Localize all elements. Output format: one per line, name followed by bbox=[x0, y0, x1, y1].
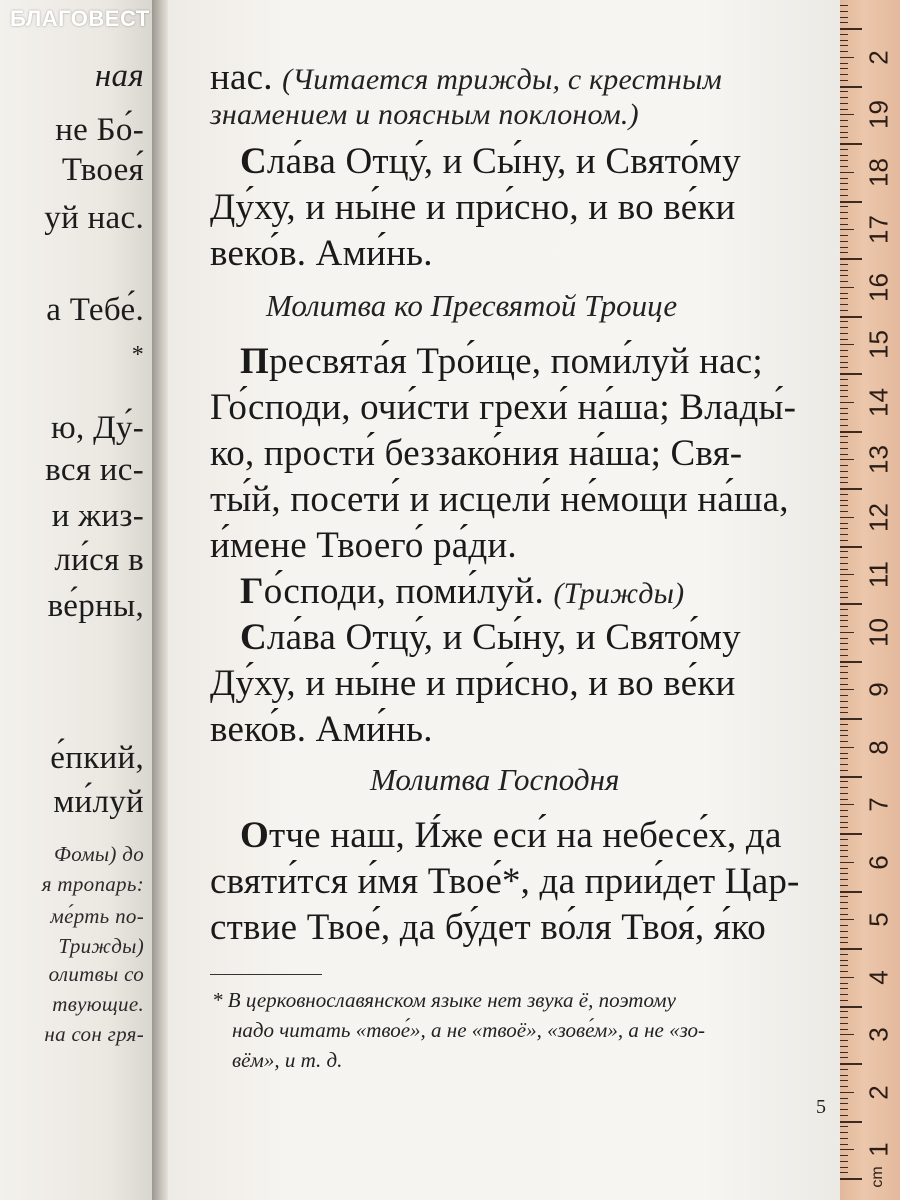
left-page-line: Фомы) до bbox=[54, 842, 144, 866]
left-page-line: а Тебе́. bbox=[46, 292, 144, 328]
ruler-tick bbox=[840, 1144, 848, 1145]
ruler-tick bbox=[840, 643, 848, 644]
left-page-line: уй нас. bbox=[44, 200, 144, 236]
ruler-tick bbox=[840, 603, 862, 605]
section-heading: Молитва Господня bbox=[370, 762, 620, 797]
ruler-tick bbox=[840, 1138, 848, 1139]
ruler-tick bbox=[840, 367, 848, 368]
ruler-tick bbox=[840, 321, 848, 322]
left-page-line: твующие. bbox=[52, 992, 144, 1016]
ruler-tick bbox=[840, 1086, 848, 1087]
ruler-tick bbox=[840, 965, 848, 966]
text-line: Ду́ху, и ны́не и при́сно, и во ве́ки bbox=[210, 663, 736, 704]
verse-text: нас. bbox=[210, 57, 273, 98]
ruler-tick bbox=[840, 22, 848, 23]
ruler-cm-label: 1 bbox=[863, 1142, 894, 1158]
text-line: Отче наш, И́же еси́ на небесе́х, да bbox=[240, 815, 782, 856]
ruler-tick bbox=[840, 252, 848, 253]
ruler-tick bbox=[840, 810, 848, 811]
ruler-tick bbox=[840, 896, 848, 897]
ruler-tick bbox=[840, 891, 862, 893]
ruler-tick bbox=[840, 1121, 862, 1123]
ruler-tick bbox=[840, 1046, 848, 1047]
ruler-tick bbox=[840, 206, 848, 207]
ruler-tick bbox=[840, 960, 848, 961]
ruler-tick bbox=[840, 40, 848, 41]
left-page-line: * bbox=[131, 342, 144, 368]
ruler-tick bbox=[840, 212, 848, 213]
ruler-tick bbox=[840, 638, 848, 639]
left-page-line: олитвы со bbox=[48, 962, 144, 986]
section-heading: Молитва ко Пресвятой Троице bbox=[266, 288, 678, 323]
ruler-tick bbox=[840, 114, 854, 115]
drop-cap: С bbox=[240, 617, 267, 658]
ruler-tick bbox=[840, 712, 848, 713]
ruler-tick bbox=[840, 781, 848, 782]
ruler-tick bbox=[840, 1161, 848, 1162]
ruler-tick bbox=[840, 408, 848, 409]
text-line: веко́в. Ами́нь. bbox=[210, 233, 433, 274]
previous-page bbox=[0, 0, 152, 1200]
text-line: Сла́ва Отцу́, и Сы́ну, и Свято́му bbox=[240, 617, 741, 658]
ruler-cm-label: 5 bbox=[863, 912, 894, 928]
ruler-cm-label: 14 bbox=[863, 387, 894, 417]
ruler-tick bbox=[840, 741, 848, 742]
left-page-line: Трижды) bbox=[58, 934, 144, 958]
ruler-tick bbox=[840, 597, 848, 598]
ruler-tick bbox=[840, 5, 848, 6]
ruler-cm-label: 9 bbox=[863, 682, 894, 698]
ruler-tick bbox=[840, 1069, 848, 1070]
ruler-tick bbox=[840, 17, 848, 18]
ruler-tick bbox=[840, 103, 848, 104]
ruler-tick bbox=[840, 488, 862, 490]
ruler-tick bbox=[840, 97, 848, 98]
ruler-tick bbox=[840, 356, 848, 357]
ruler-tick bbox=[840, 218, 848, 219]
ruler-tick bbox=[840, 482, 848, 483]
ruler-tick bbox=[840, 948, 862, 950]
left-page-line: ме́рть по- bbox=[50, 904, 144, 928]
ruler-tick bbox=[840, 707, 848, 708]
rubric: (Трижды) bbox=[553, 577, 685, 610]
ruler-tick bbox=[840, 74, 848, 75]
ruler-tick bbox=[840, 574, 854, 575]
ruler-tick bbox=[840, 494, 848, 495]
ruler-tick bbox=[840, 425, 848, 426]
ruler-tick bbox=[840, 1103, 848, 1104]
ruler-tick bbox=[840, 534, 848, 535]
ruler-tick bbox=[840, 787, 848, 788]
ruler-tick bbox=[840, 655, 848, 656]
ruler-tick bbox=[840, 977, 854, 978]
ruler-tick bbox=[840, 592, 848, 593]
ruler-tick bbox=[840, 856, 848, 857]
ruler-tick bbox=[840, 615, 848, 616]
ruler-tick bbox=[840, 730, 848, 731]
footnote-line: * В церковнославянском языке нет звука ё, поэтому bbox=[212, 988, 676, 1012]
ruler-tick bbox=[840, 183, 848, 184]
ruler-unit-label: cm bbox=[869, 1166, 886, 1188]
ruler-tick bbox=[840, 149, 848, 150]
ruler-tick bbox=[840, 689, 854, 690]
ruler-cm-label: 13 bbox=[863, 445, 894, 475]
ruler-tick bbox=[840, 385, 848, 386]
ruler-tick bbox=[840, 885, 848, 886]
ruler-tick bbox=[840, 201, 862, 203]
left-page-line: ве́рны, bbox=[47, 588, 144, 624]
ruler-tick bbox=[840, 546, 862, 548]
ruler-tick bbox=[840, 195, 848, 196]
ruler-tick bbox=[840, 224, 848, 225]
ruler-tick bbox=[840, 724, 848, 725]
ruler-tick bbox=[840, 270, 848, 271]
ruler-tick bbox=[840, 868, 848, 869]
ruler-tick bbox=[840, 11, 848, 12]
ruler-tick bbox=[840, 390, 848, 391]
ruler-tick bbox=[840, 735, 848, 736]
ruler-tick bbox=[840, 304, 848, 305]
ruler-tick bbox=[840, 1052, 848, 1053]
ruler-tick bbox=[840, 649, 848, 650]
text-line: Го́споди, очи́сти грехи́ на́ша; Влады́- bbox=[210, 387, 797, 428]
drop-cap: С bbox=[240, 141, 267, 182]
ruler-cm-label: 3 bbox=[863, 1027, 894, 1043]
ruler-tick bbox=[840, 362, 848, 363]
ruler-tick bbox=[840, 34, 848, 35]
ruler-tick bbox=[840, 971, 848, 972]
ruler-tick bbox=[840, 994, 848, 995]
ruler-tick bbox=[840, 770, 848, 771]
left-page-line: ю, Ду́- bbox=[51, 410, 144, 446]
ruler-tick bbox=[840, 310, 848, 311]
ruler-tick bbox=[840, 908, 848, 909]
ruler-tick bbox=[840, 143, 862, 145]
ruler-tick bbox=[840, 120, 848, 121]
ruler-tick bbox=[840, 804, 854, 805]
left-page-line: ная bbox=[94, 58, 144, 94]
ruler-tick bbox=[840, 235, 848, 236]
ruler-tick bbox=[840, 172, 854, 173]
drop-cap: П bbox=[240, 341, 269, 382]
ruler-tick bbox=[840, 1011, 848, 1012]
ruler-tick bbox=[840, 1017, 848, 1018]
ruler-tick bbox=[840, 419, 848, 420]
ruler-tick bbox=[840, 747, 854, 748]
ruler-cm-label: 17 bbox=[863, 215, 894, 245]
text-line: ствие Твое́, да бу́дет во́ля Твоя́, я́ко bbox=[210, 907, 767, 948]
ruler-tick bbox=[840, 293, 848, 294]
ruler-cm-label: 18 bbox=[863, 157, 894, 187]
ruler-tick bbox=[840, 178, 848, 179]
ruler-tick bbox=[840, 845, 848, 846]
ruler-tick bbox=[840, 454, 848, 455]
ruler-tick bbox=[840, 1115, 848, 1116]
ruler-tick bbox=[840, 523, 848, 524]
ruler-tick bbox=[840, 339, 848, 340]
ruler-tick bbox=[840, 316, 862, 318]
ruler-tick bbox=[840, 1149, 854, 1150]
ruler-tick bbox=[840, 942, 848, 943]
ruler-tick bbox=[840, 166, 848, 167]
ruler-tick bbox=[840, 873, 848, 874]
ruler-tick bbox=[840, 1155, 848, 1156]
ruler-cm-label: 4 bbox=[863, 970, 894, 985]
ruler-tick bbox=[840, 609, 848, 610]
ruler-tick bbox=[840, 954, 848, 955]
ruler-tick bbox=[840, 902, 848, 903]
ruler-tick bbox=[840, 379, 848, 380]
ruler-tick bbox=[840, 632, 854, 633]
ruler-tick bbox=[840, 28, 862, 30]
ruler-tick bbox=[840, 68, 848, 69]
left-page-line: не Бо́- bbox=[55, 112, 144, 148]
text-line: ты́й, посети́ и исцели́ не́мощи на́ша, bbox=[210, 479, 789, 520]
ruler-tick bbox=[840, 983, 848, 984]
ruler-tick bbox=[840, 862, 854, 863]
ruler-cm-label: 11 bbox=[863, 561, 894, 589]
ruler-tick bbox=[840, 505, 848, 506]
ruler-cm-label: 16 bbox=[863, 272, 894, 302]
ruler-cm-label: 10 bbox=[863, 617, 894, 647]
ruler-tick bbox=[840, 1172, 848, 1173]
ruler-tick bbox=[840, 793, 848, 794]
ruler-tick bbox=[840, 1063, 862, 1065]
ruler-tick bbox=[840, 701, 848, 702]
ruler-tick bbox=[840, 1167, 848, 1168]
ruler-cm-label: 2 bbox=[863, 1085, 894, 1100]
ruler-tick bbox=[840, 132, 848, 133]
ruler-tick bbox=[840, 753, 848, 754]
ruler-tick bbox=[840, 850, 848, 851]
ruler-tick bbox=[840, 931, 848, 932]
ruler-tick bbox=[840, 799, 848, 800]
ruler-tick bbox=[840, 1023, 848, 1024]
ruler-tick bbox=[840, 586, 848, 587]
ruler-tick bbox=[840, 517, 854, 518]
ruler-tick bbox=[840, 551, 848, 552]
ruler-tick bbox=[840, 528, 848, 529]
ruler-tick bbox=[840, 63, 848, 64]
ruler-tick bbox=[840, 1080, 848, 1081]
ruler-tick bbox=[840, 465, 848, 466]
ruler-tick bbox=[840, 229, 854, 230]
ruler-tick bbox=[840, 914, 848, 915]
ruler-cm-label: 12 bbox=[863, 502, 894, 532]
ruler-tick bbox=[840, 126, 848, 127]
ruler-tick bbox=[840, 919, 854, 920]
rubric: (Читается трижды, с крестным bbox=[282, 63, 722, 96]
ruler-cm-label: 8 bbox=[863, 740, 894, 755]
ruler-tick bbox=[840, 626, 848, 627]
ruler-tick bbox=[840, 776, 862, 778]
ruler-tick bbox=[840, 580, 848, 581]
drop-cap: О bbox=[240, 815, 269, 856]
ruler-tick bbox=[840, 45, 848, 46]
ruler-tick bbox=[840, 264, 848, 265]
ruler-tick bbox=[840, 540, 848, 541]
rubric: знамением и поясным поклоном.) bbox=[210, 98, 639, 131]
ruler-tick bbox=[840, 695, 848, 696]
ruler-tick bbox=[840, 1109, 848, 1110]
watermark-logo: БЛАГОВЕСТ bbox=[10, 6, 150, 31]
ruler-tick bbox=[840, 442, 848, 443]
ruler-tick bbox=[840, 1178, 862, 1180]
text-line: веко́в. Ами́нь. bbox=[210, 709, 433, 750]
ruler-tick bbox=[840, 925, 848, 926]
footnote-line: вём», и т. д. bbox=[232, 1048, 343, 1072]
ruler-tick bbox=[840, 281, 848, 282]
ruler-tick bbox=[840, 109, 848, 110]
ruler-tick bbox=[840, 718, 862, 720]
ruler-tick bbox=[840, 666, 848, 667]
ruler-tick bbox=[840, 258, 862, 260]
ruler-tick bbox=[840, 678, 848, 679]
ruler-tick bbox=[840, 459, 854, 460]
text-line bbox=[210, 56, 722, 99]
ruler-tick bbox=[840, 80, 848, 81]
ruler-tick bbox=[840, 827, 848, 828]
ruler-tick bbox=[840, 373, 862, 375]
ruler-tick bbox=[840, 1092, 854, 1093]
ruler-tick bbox=[840, 448, 848, 449]
text-line: Сла́ва Отцу́, и Сы́ну, и Свято́му bbox=[240, 141, 741, 182]
ruler-tick bbox=[840, 937, 848, 938]
left-page-line: ли́ся в bbox=[54, 542, 144, 578]
ruler-tick bbox=[840, 298, 848, 299]
text-line: Ду́ху, и ны́не и при́сно, и во ве́ки bbox=[210, 187, 736, 228]
footnote-separator bbox=[210, 974, 322, 975]
ruler-cm-label: 15 bbox=[863, 330, 894, 360]
left-page-line: на сон гря- bbox=[44, 1022, 144, 1046]
ruler-tick bbox=[840, 1006, 862, 1008]
ruler-tick bbox=[840, 879, 848, 880]
text-line: ко, прости́ беззако́ния на́ша; Свя- bbox=[210, 433, 743, 474]
ruler-tick bbox=[840, 822, 848, 823]
left-page-line: и жиз- bbox=[51, 498, 144, 534]
ruler-tick bbox=[840, 344, 854, 345]
ruler-tick bbox=[840, 287, 854, 288]
left-page-line: вся ис- bbox=[45, 452, 144, 488]
ruler-tick bbox=[840, 436, 848, 437]
ruler-tick bbox=[840, 1000, 848, 1001]
ruler-cm-label: 19 bbox=[863, 100, 894, 130]
ruler-tick bbox=[840, 500, 848, 501]
text-line: и́мене Твоего́ ра́ди. bbox=[210, 525, 517, 566]
ruler-tick bbox=[840, 684, 848, 685]
ruler-tick bbox=[840, 758, 848, 759]
ruler-tick bbox=[840, 557, 848, 558]
ruler-tick bbox=[840, 396, 848, 397]
left-page-line: е́пкий, bbox=[50, 740, 144, 776]
ruler-tick bbox=[840, 333, 848, 334]
ruler-tick bbox=[840, 1029, 848, 1030]
ruler-tick bbox=[840, 350, 848, 351]
ruler-tick bbox=[840, 247, 848, 248]
text-line: Пресвята́я Тро́ице, поми́луй нас; bbox=[240, 341, 763, 382]
ruler-tick bbox=[840, 51, 848, 52]
ruler-tick bbox=[840, 1126, 848, 1127]
ruler-tick bbox=[840, 764, 848, 765]
page-number: 5 bbox=[816, 1096, 826, 1118]
measuring-ruler bbox=[840, 0, 900, 1200]
ruler-tick bbox=[840, 672, 848, 673]
ruler-tick bbox=[840, 1098, 848, 1099]
ruler-tick bbox=[840, 160, 848, 161]
ruler-tick bbox=[840, 137, 848, 138]
left-page-line: Твоея́ bbox=[61, 152, 144, 188]
ruler-tick bbox=[840, 988, 848, 989]
left-page-line: я тропарь: bbox=[41, 872, 144, 896]
text-line: святи́тся и́мя Твое́*, да прии́дет Цар- bbox=[210, 861, 800, 902]
drop-cap: Г bbox=[240, 571, 264, 612]
ruler-tick bbox=[840, 327, 848, 328]
ruler-tick bbox=[840, 471, 848, 472]
ruler-tick bbox=[840, 189, 848, 190]
ruler-tick bbox=[840, 620, 848, 621]
ruler-tick bbox=[840, 86, 862, 88]
ruler-tick bbox=[840, 1034, 854, 1035]
ruler-cm-label: 7 bbox=[863, 797, 894, 813]
ruler-tick bbox=[840, 1057, 848, 1058]
ruler-tick bbox=[840, 57, 854, 58]
ruler-tick bbox=[840, 91, 848, 92]
ruler-tick bbox=[840, 477, 848, 478]
text-line: Го́споди, поми́луй. (Трижды) bbox=[240, 571, 685, 612]
footnote-line: надо читать «твое́», а не «твоё», «зове́м», а не «зо- bbox=[232, 1018, 705, 1042]
ruler-tick bbox=[840, 839, 848, 840]
ruler-tick bbox=[840, 1040, 848, 1041]
ruler-tick bbox=[840, 241, 848, 242]
ruler-tick bbox=[840, 431, 862, 433]
ruler-tick bbox=[840, 1075, 848, 1076]
ruler-tick bbox=[840, 661, 862, 663]
ruler-tick bbox=[840, 413, 848, 414]
ruler-tick bbox=[840, 569, 848, 570]
ruler-cm-label: 2 bbox=[863, 50, 894, 65]
ruler-tick bbox=[840, 402, 854, 403]
ruler-tick bbox=[840, 1132, 848, 1133]
ruler-tick bbox=[840, 833, 862, 835]
ruler-cm-label: 6 bbox=[863, 855, 894, 870]
left-page-line: ми́луй bbox=[53, 784, 144, 820]
ruler-tick bbox=[840, 816, 848, 817]
ruler-tick bbox=[840, 563, 848, 564]
ruler-tick bbox=[840, 155, 848, 156]
ruler-tick bbox=[840, 275, 848, 276]
ruler-tick bbox=[840, 511, 848, 512]
